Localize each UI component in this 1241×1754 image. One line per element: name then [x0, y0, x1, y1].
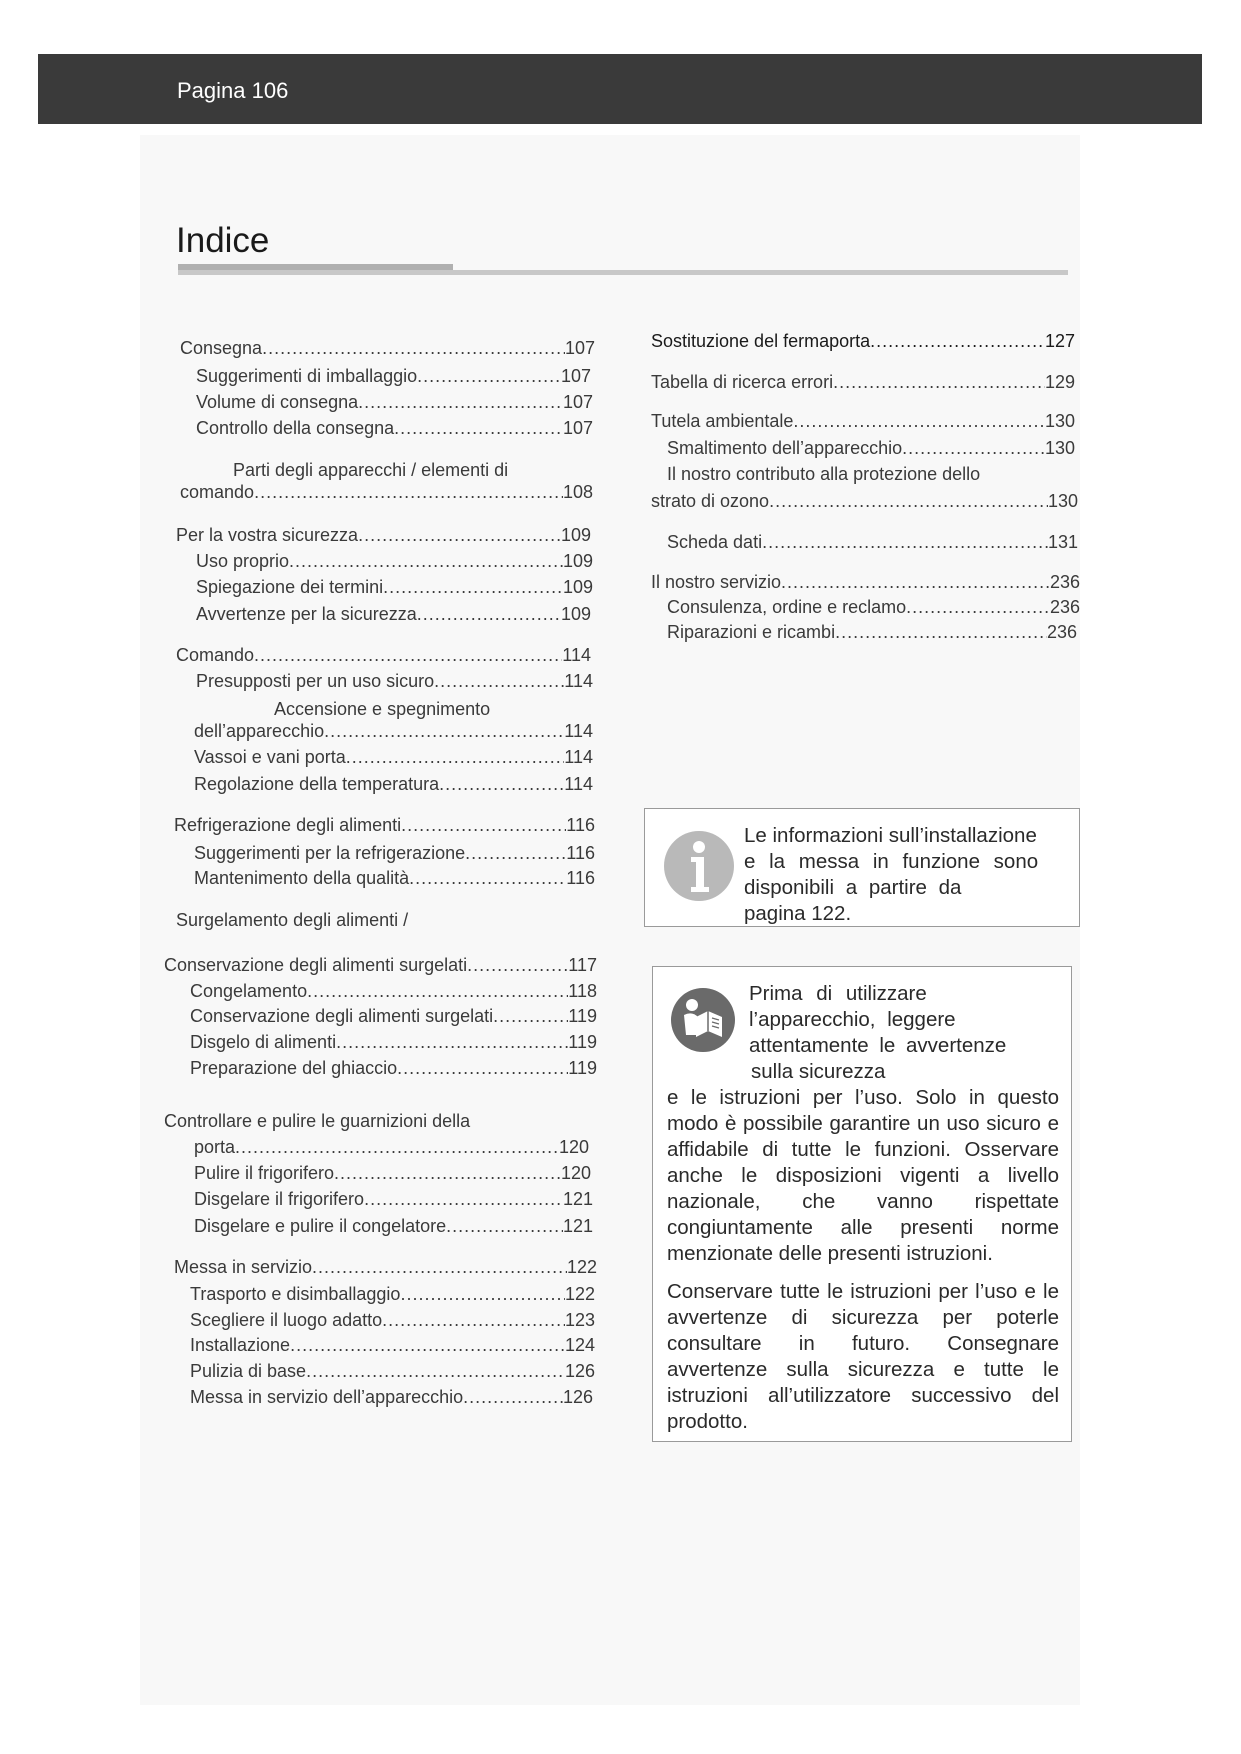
toc-page: 126 [564, 1361, 595, 1381]
toc-leader [417, 365, 561, 387]
info-box [644, 808, 1080, 927]
toc-leader [289, 550, 563, 572]
toc-page: 124 [564, 1335, 595, 1355]
toc-label: Presupposti per un uso sicuro [196, 671, 435, 691]
toc-leader [394, 417, 563, 439]
toc-label: Consulenza, ordine e reclamo [667, 597, 907, 617]
toc-label: Il nostro servizio [651, 572, 782, 592]
toc-leader [235, 1136, 559, 1158]
toc-entry[interactable] [190, 1309, 595, 1331]
toc-leader [364, 1188, 563, 1210]
toc-page: 121 [562, 1189, 593, 1209]
toc-entry[interactable] [651, 330, 1075, 352]
toc-label: Avvertenze per la sicurezza [196, 604, 417, 624]
toc-leader [417, 603, 561, 625]
toc-leader [465, 842, 566, 864]
toc-entry[interactable] [194, 1162, 591, 1184]
toc-entry[interactable] [196, 391, 593, 413]
toc-page: 123 [564, 1310, 595, 1330]
info-line: Le informazioni sull’installazione [744, 824, 1037, 847]
toc-page: 116 [566, 843, 595, 863]
toc-label: Tabella di ricerca errori [651, 372, 834, 392]
toc-entry[interactable] [190, 1005, 597, 1027]
info-line: pagina 122. [744, 902, 852, 925]
toc-entry-wrapped[interactable]: Parti degli apparecchi / elementi di [233, 460, 509, 480]
toc-page: 236 [1049, 572, 1080, 592]
toc-leader [906, 596, 1050, 618]
toc-label: Disgelare il frigorifero [194, 1189, 365, 1209]
toc-page: 236 [1049, 597, 1080, 617]
toc-page: 131 [1047, 532, 1078, 552]
toc-entry[interactable] [196, 576, 593, 598]
toc-label: Suggerimenti di imballaggio [196, 366, 418, 386]
toc-page: 120 [558, 1137, 589, 1157]
warning-paragraph: Conservare tutte le istruzioni per l’uso e le avvertenze di sicurezza per poterle consultare in futuro. Consegnare avvertenze sulla sicurezza e tutte le istruzioni all’utilizzatore successivo del prodotto. [667, 1280, 1059, 1433]
toc-label: Vassoi e vani porta [194, 747, 346, 767]
toc-page: 116 [566, 815, 595, 835]
toc-entry-wrapped[interactable]: Il nostro contributo alla protezione dello [667, 464, 981, 484]
toc-leader [439, 773, 564, 795]
toc-label: Suggerimenti per la refrigerazione [194, 843, 466, 863]
toc-entry[interactable] [651, 410, 1075, 432]
toc-entry[interactable] [196, 603, 591, 625]
toc-leader [358, 524, 561, 546]
toc-entry[interactable] [194, 1215, 593, 1237]
toc-page: 108 [562, 482, 593, 502]
toc-leader [306, 1360, 565, 1382]
toc-label: Regolazione della temperatura [194, 774, 440, 794]
toc-entry[interactable] [194, 746, 593, 768]
toc-page: 116 [566, 868, 595, 888]
toc-entry[interactable] [176, 644, 591, 666]
toc-label: Conservazione degli alimenti surgelati [190, 1006, 494, 1026]
toc-label: Conservazione degli alimenti surgelati [164, 955, 468, 975]
toc-entry[interactable] [667, 531, 1078, 553]
toc-label: Controllo della consegna [196, 418, 395, 438]
toc-label: Trasporto e disimballaggio [190, 1284, 401, 1304]
toc-entry[interactable] [651, 490, 1078, 512]
toc-page: 122 [566, 1257, 597, 1277]
toc-label: Congelamento [190, 981, 308, 1001]
toc-page: 130 [1044, 438, 1075, 458]
toc-leader [401, 814, 566, 836]
toc-page: 114 [564, 774, 593, 794]
toc-page: 130 [1044, 411, 1075, 431]
toc-leader [336, 1031, 568, 1053]
toc-page: 119 [568, 1058, 597, 1078]
toc-label: Comando [176, 645, 255, 665]
toc-entry[interactable] [180, 337, 595, 359]
toc-leader [334, 1162, 561, 1184]
toc-entry[interactable] [196, 365, 591, 387]
toc-leader [262, 337, 565, 359]
toc-entry[interactable] [651, 571, 1080, 593]
toc-entry[interactable] [194, 773, 593, 795]
warning-line: l’apparecchio, leggere [749, 1008, 956, 1031]
toc-page: 122 [564, 1284, 595, 1304]
toc-entry[interactable] [190, 1283, 595, 1305]
toc-label: Pulire il frigorifero [194, 1163, 335, 1183]
warning-line: Prima di utilizzare [749, 982, 927, 1005]
info-line: disponibili a partire da [744, 876, 962, 899]
toc-page: 129 [1044, 372, 1075, 392]
toc-page: 121 [562, 1216, 593, 1236]
toc-leader [833, 371, 1045, 393]
toc-label: Pulizia di base [190, 1361, 307, 1381]
toc-page: 126 [562, 1387, 593, 1407]
toc-entry[interactable] [190, 1057, 597, 1079]
warning-paragraph: e le istruzioni per l’uso. Solo in questo modo è possibile garantire un uso sicuro e affidabile di tutte le funzioni. Osservare anche le disposizioni vigenti a livello nazionale, che vanno rispettate congiuntamente alle presenti norme menzionate delle presenti istruzioni. [667, 1086, 1059, 1265]
info-line: e la messa in funzione sono [744, 850, 1039, 873]
toc-leader [383, 576, 563, 598]
toc-leader [493, 1005, 568, 1027]
toc-label: Consegna [180, 338, 263, 358]
page-title: Indice [176, 221, 270, 260]
toc-label: Installazione [190, 1335, 291, 1355]
toc-leader [400, 1283, 565, 1305]
info-box-text [744, 823, 1062, 927]
toc-page: 107 [564, 338, 595, 358]
toc-entry[interactable] [194, 842, 595, 864]
warning-box [652, 966, 1072, 1442]
toc-entry[interactable] [667, 596, 1080, 618]
warning-line: attentamente le avvertenze [749, 1034, 1007, 1057]
toc-entry[interactable] [196, 670, 593, 692]
read-manual-icon [670, 987, 736, 1053]
toc-entry[interactable] [190, 1360, 595, 1382]
warning-line: sulla sicurezza [751, 1060, 886, 1083]
toc-entry[interactable] [174, 814, 595, 836]
toc-entry-wrapped[interactable]: Surgelamento degli alimenti / [176, 910, 409, 930]
toc-page: 117 [568, 955, 597, 975]
toc-label: strato di ozono [651, 491, 770, 511]
toc-label: Uso proprio [196, 551, 290, 571]
toc-entry[interactable] [190, 1334, 595, 1356]
toc-entry[interactable] [174, 1256, 597, 1278]
toc-label: Scegliere il luogo adatto [190, 1310, 383, 1330]
toc-page: 114 [562, 645, 591, 665]
toc-page: 236 [1046, 622, 1077, 642]
toc-entry-wrapped[interactable]: Controllare e pulire le guarnizioni della [164, 1111, 471, 1131]
toc-page: 109 [560, 525, 591, 545]
toc-leader [312, 1256, 567, 1278]
toc-label: porta [194, 1137, 236, 1157]
page-number-label: Pagina 106 [177, 78, 289, 103]
toc-leader [434, 670, 564, 692]
toc-entry[interactable] [194, 1136, 589, 1158]
toc-page: 119 [568, 1032, 597, 1052]
toc-entry[interactable] [164, 954, 597, 976]
toc-leader [346, 746, 565, 768]
toc-leader [781, 571, 1050, 593]
toc-entry-wrapped[interactable]: Accensione e spegnimento [274, 699, 491, 719]
toc-leader [870, 330, 1045, 352]
toc-label: Per la vostra sicurezza [176, 525, 359, 545]
toc-page: 127 [1044, 331, 1075, 351]
toc-label: Tutela ambientale [651, 411, 794, 431]
toc-entry[interactable] [196, 417, 593, 439]
toc-page: 107 [560, 366, 591, 386]
toc-page: 114 [564, 721, 593, 741]
header-bar [38, 54, 1202, 124]
toc-entry[interactable] [180, 481, 593, 503]
toc-page: 107 [562, 418, 593, 438]
toc-leader [762, 531, 1048, 553]
toc-entry[interactable] [190, 1386, 593, 1408]
toc-page: 109 [562, 577, 593, 597]
toc-leader [463, 1386, 563, 1408]
toc-leader [902, 437, 1045, 459]
title-rule-accent [178, 264, 453, 270]
toc-label: Mantenimento della qualità [194, 868, 410, 888]
toc-page: 109 [562, 551, 593, 571]
toc-label: Disgelare e pulire il congelatore [194, 1216, 447, 1236]
toc-entry[interactable] [196, 550, 593, 572]
toc-entry[interactable] [667, 621, 1077, 643]
toc-entry[interactable] [176, 524, 591, 546]
toc-label: Smaltimento dell’apparecchio [667, 438, 903, 458]
toc-leader [290, 1334, 565, 1356]
toc-entry[interactable] [194, 867, 595, 889]
title-rule [178, 270, 1068, 275]
toc-label: Scheda dati [667, 532, 763, 552]
toc-leader [467, 954, 568, 976]
toc-page: 118 [568, 981, 597, 1001]
toc-entry[interactable] [194, 720, 593, 742]
toc-page: 130 [1047, 491, 1078, 511]
toc-entry[interactable] [667, 437, 1075, 459]
toc-label: Refrigerazione degli alimenti [174, 815, 402, 835]
toc-leader [446, 1215, 563, 1237]
toc-label: Disgelo di alimenti [190, 1032, 337, 1052]
toc-entry[interactable] [190, 980, 597, 1002]
toc-label: Messa in servizio dell’apparecchio [190, 1387, 464, 1407]
toc-label: Sostituzione del fermaporta [651, 331, 871, 351]
toc-entry[interactable] [194, 1188, 593, 1210]
toc-label: Preparazione del ghiaccio [190, 1058, 398, 1078]
toc-leader [769, 490, 1048, 512]
toc-page: 119 [568, 1006, 597, 1026]
toc-leader [409, 867, 566, 889]
toc-leader [254, 644, 562, 666]
toc-leader [835, 621, 1047, 643]
toc-page: 107 [562, 392, 593, 412]
toc-leader [793, 410, 1045, 432]
toc-leader [397, 1057, 568, 1079]
toc-page: 120 [560, 1163, 591, 1183]
toc-leader [307, 980, 568, 1002]
toc-leader [358, 391, 563, 413]
toc-page: 114 [564, 671, 593, 691]
toc-label: Spiegazione dei termini [196, 577, 384, 597]
toc-label: Riparazioni e ricambi [667, 622, 836, 642]
toc-leader [382, 1309, 565, 1331]
toc-page: 114 [564, 747, 593, 767]
toc-label: comando [180, 482, 255, 502]
toc-entry[interactable] [190, 1031, 597, 1053]
toc-label: Volume di consegna [196, 392, 359, 412]
toc-entry[interactable] [651, 371, 1075, 393]
toc-label: Messa in servizio [174, 1257, 313, 1277]
info-icon [663, 830, 735, 902]
toc-leader [254, 481, 563, 503]
toc-page: 109 [560, 604, 591, 624]
warning-box-heading [749, 981, 1059, 1085]
toc-leader [324, 720, 564, 742]
toc-label: dell’apparecchio [194, 721, 325, 741]
